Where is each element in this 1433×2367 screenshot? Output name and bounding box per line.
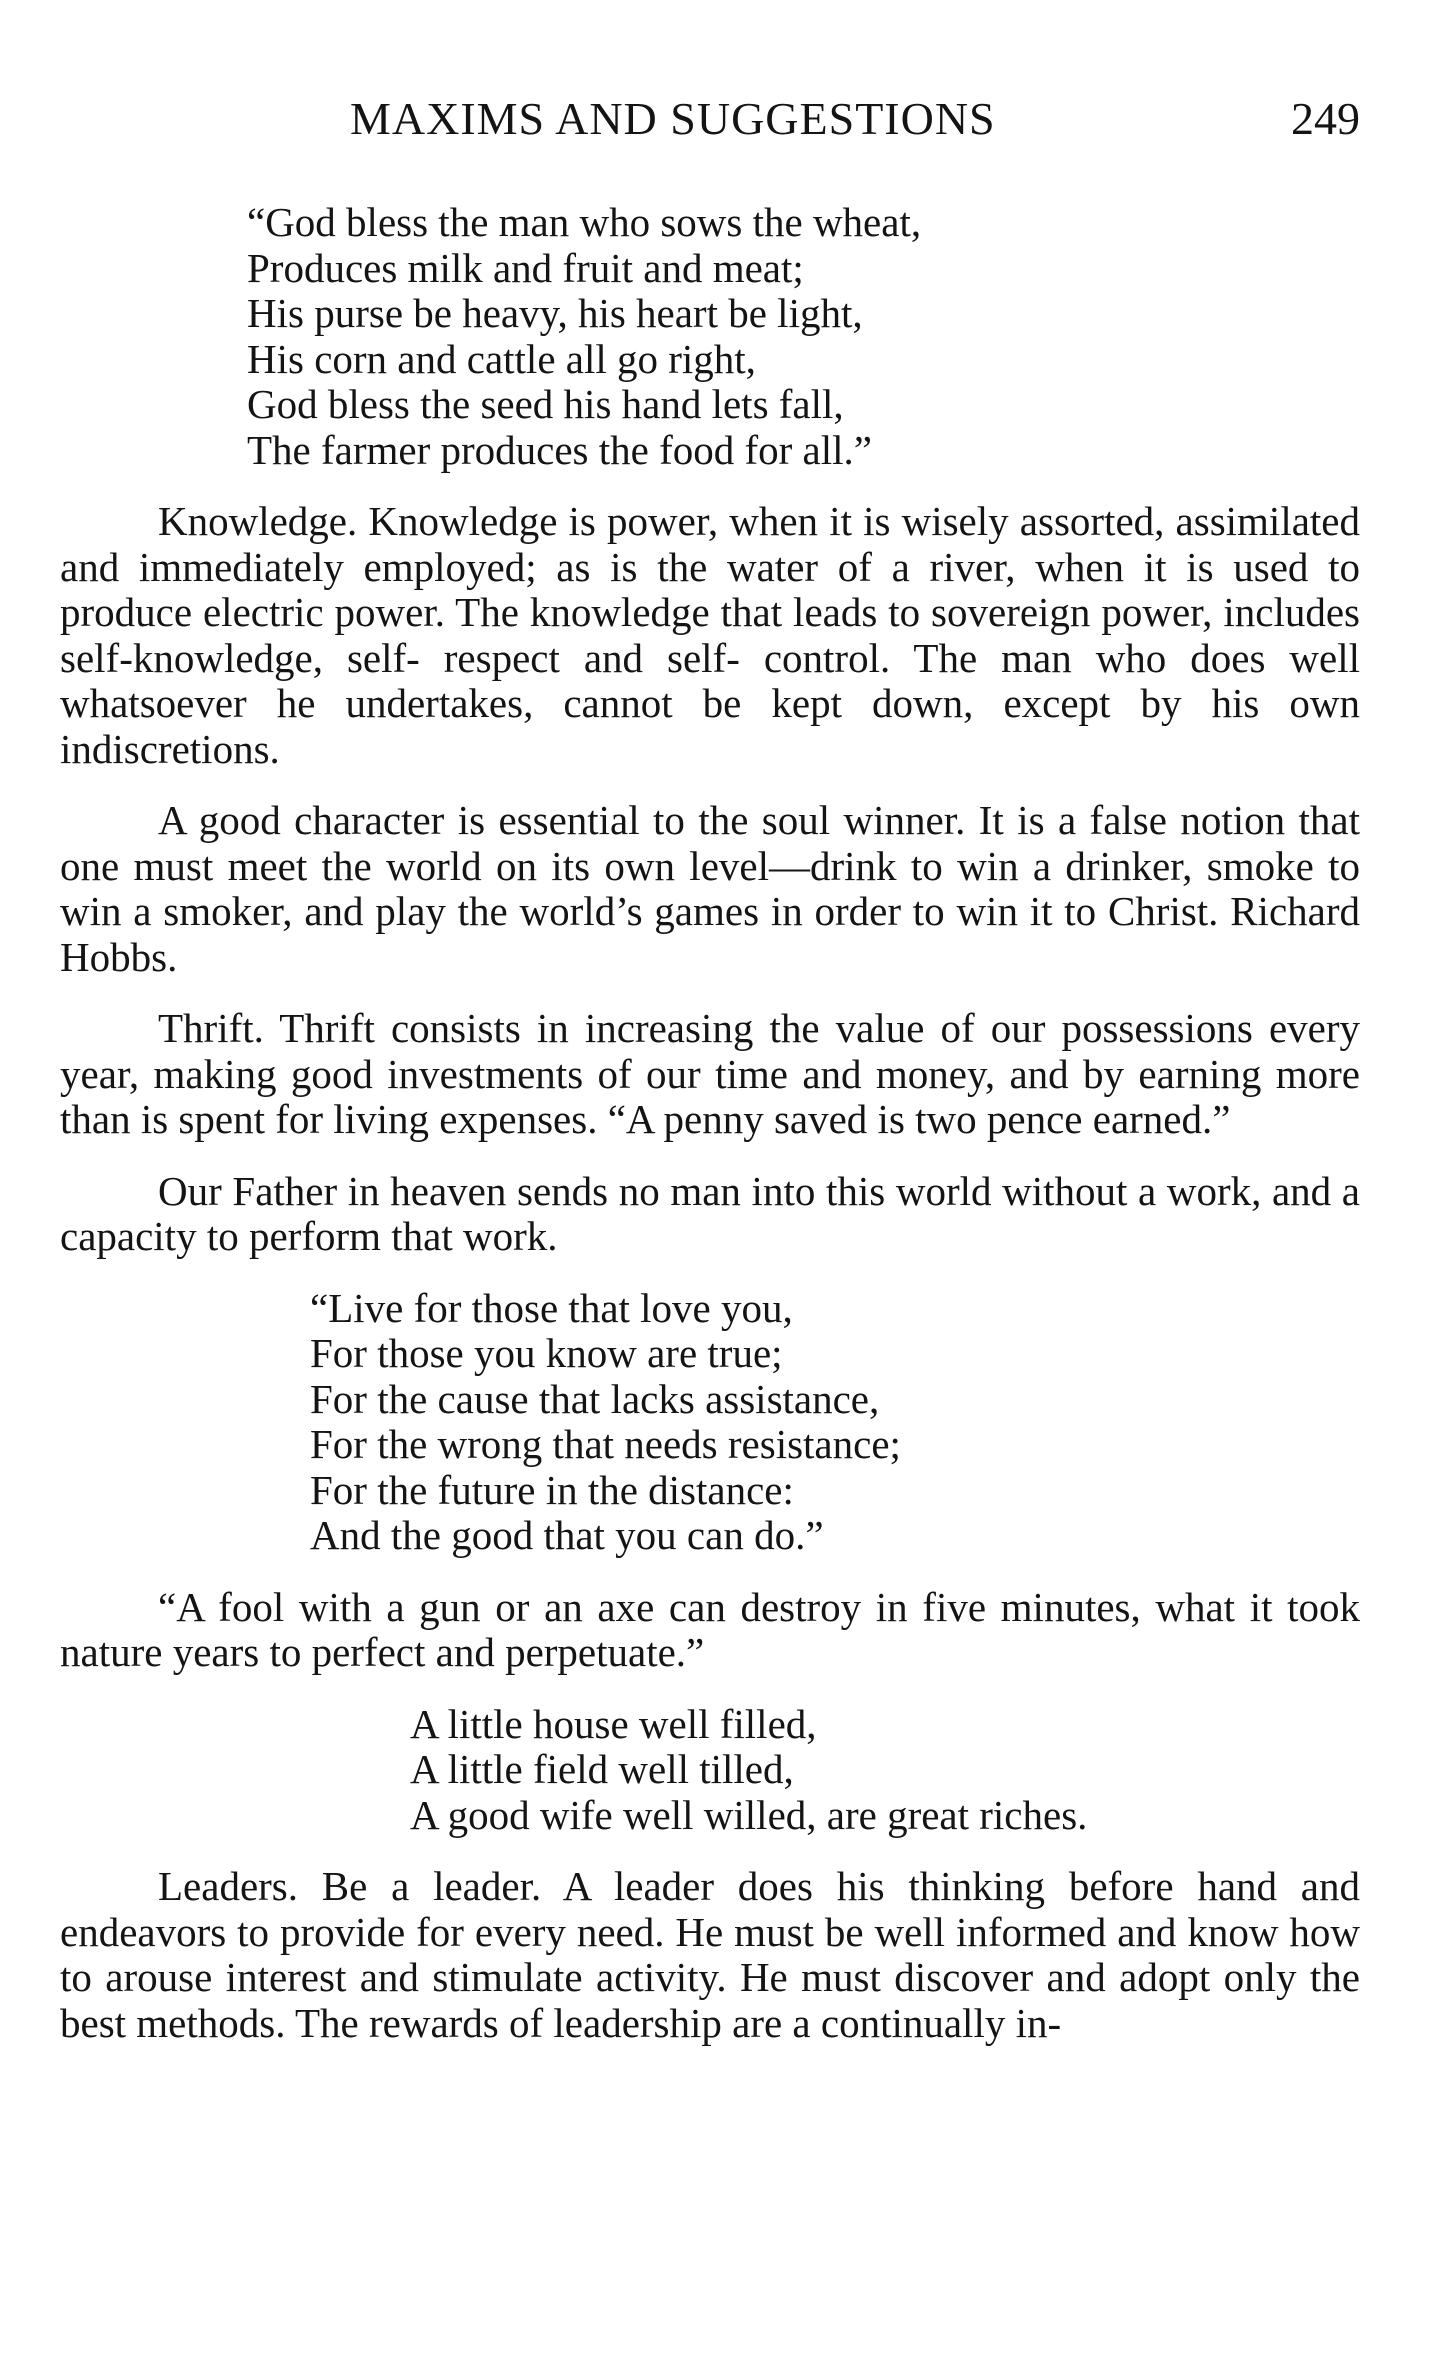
poem-line: For the cause that lacks assistance, — [310, 1375, 880, 1422]
paragraph-father: Our Father in heaven sends no man into this world without a work, and a capacity to perform that work. — [60, 1167, 1360, 1259]
paragraph-character: A good character is essential to the soul winner. It is a false notion that one must meet the world on its own level—drink to win a drinker, smoke to win a smoker, and play the world’s games in order to win it to Christ. Richard Hobbs. — [60, 797, 1360, 980]
poem-line: For the wrong that needs resistance; — [310, 1421, 901, 1467]
paragraph-knowledge: Knowledge. Knowledge is power, when it is wisely assorted, assimilated and immediately employed; as is the water of a river, when it is used to produce electric power. The knowledge that leads to sovereign power, includes self-knowledge, self- respect and self- control. The man who does well whatsoever he undertakes, cannot be kept down, except by his own indiscretions. — [60, 498, 1360, 772]
paragraph-leaders: Leaders. Be a leader. A leader does his thinking before hand and endeavors to provide for every need. He must be well informed and know how to arouse interest and stimulate activity. He must discover and adopt only the best methods. The rewards of leadership are a continually in- — [60, 1863, 1360, 2046]
poem-line: “Live for those that love you, — [310, 1284, 793, 1331]
poem-line: A good wife well willed, are great riches. — [410, 1791, 1088, 1838]
poem-little-house — [60, 1702, 1360, 1839]
poem-line: His purse be heavy, his heart be light, — [247, 290, 863, 336]
poem-line: A little house well filled, — [410, 1700, 817, 1747]
page-body — [60, 200, 1360, 2072]
page-number: 249 — [1291, 93, 1360, 144]
running-head: MAXIMS AND SUGGESTIONS — [350, 93, 996, 144]
poem-live-for — [60, 1286, 1360, 1559]
poem-line: For the future in the distance: — [310, 1466, 794, 1513]
poem-line: And the good that you can do.” — [310, 1512, 824, 1558]
poem-line: God bless the seed his hand lets fall, — [247, 381, 844, 427]
paragraph-thrift: Thrift. Thrift consists in increasing the value of our possessions every year, making good investments of our time and money, and by earning more than is spent for living expenses. “A penny saved is two pence earned.” — [60, 1005, 1360, 1142]
poem-line: The farmer produces the food for all.” — [247, 426, 872, 473]
page-header — [60, 92, 1360, 152]
paragraph-fool-quote: “A fool with a gun or an axe can destroy in five minutes, what it took nature years to perfect and perpetuate.” — [60, 1583, 1360, 1675]
poem-line: “God bless the man who sows the wheat, — [247, 199, 922, 245]
poem-line: His corn and cattle all go right, — [247, 335, 756, 382]
poem-line: For those you know are true; — [310, 1330, 783, 1376]
poem-line: A little field well tilled, — [410, 1746, 794, 1792]
poem-line: Produces milk and fruit and meat; — [247, 244, 804, 291]
poem-farmer — [60, 200, 1360, 473]
